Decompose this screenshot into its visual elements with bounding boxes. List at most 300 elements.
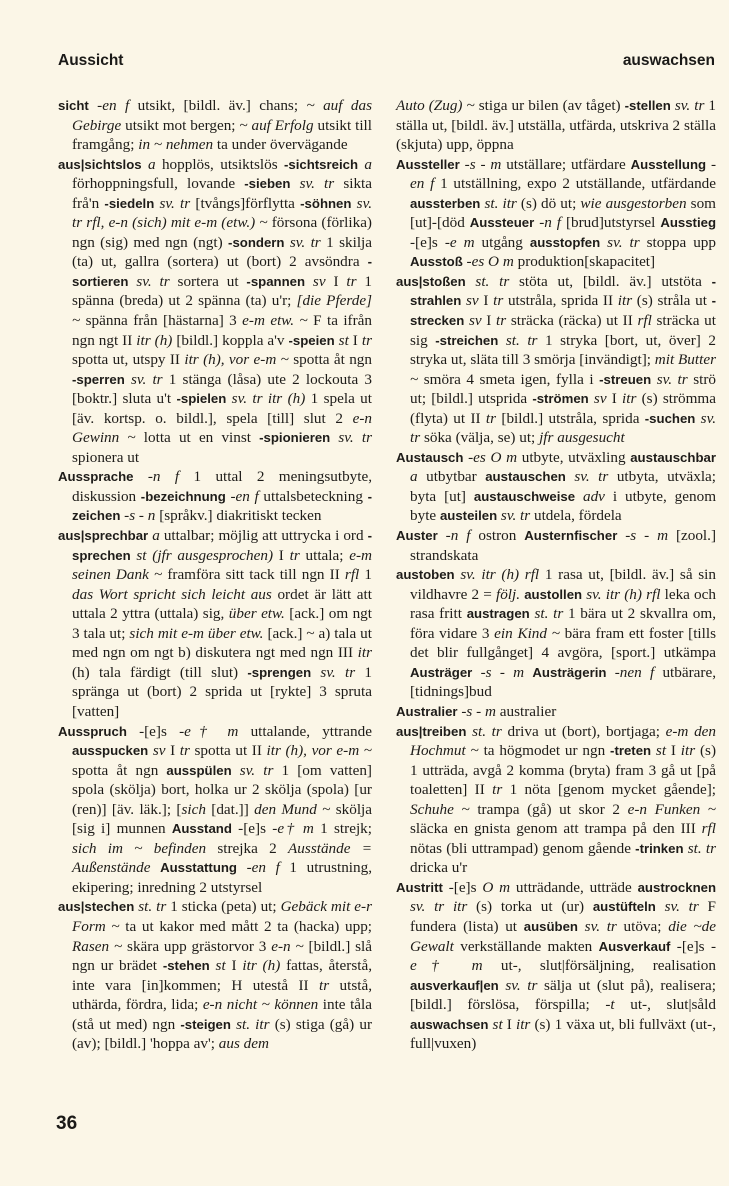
grammar-text: Schuhe ~: [410, 800, 470, 818]
grammar-text: -s - n: [120, 507, 156, 525]
definition-text: -[e]s: [442, 878, 483, 896]
grammar-text: das Wort spricht sich leicht aus: [72, 585, 272, 603]
grammar-text: e-m den Hochmut ~: [410, 722, 717, 760]
grammar-text: [die Pferde] ~: [72, 292, 373, 330]
headword: -strömen: [532, 391, 589, 407]
headword: austauschen: [485, 469, 566, 485]
grammar-text: sv. tr: [330, 429, 372, 447]
dictionary-entry: [396, 878, 716, 1054]
grammar-text: -n f: [133, 468, 180, 486]
headword: austüfteln: [592, 899, 656, 915]
definition-text: F ta ifrån ngn ngt II: [72, 312, 372, 349]
grammar-text: ein Kind ~: [494, 624, 560, 642]
definition-text: uttalbar; möjlig att uttrycka i ord: [159, 527, 368, 545]
headword: sicht: [58, 98, 89, 113]
grammar-text: sv. tr: [565, 468, 609, 486]
definition-text: uttala;: [299, 546, 350, 564]
definition-text: sälja ut (slut på), realisera; [bildl.] förslösa, förspilla;: [410, 976, 716, 1014]
grammar-text: sv. tr: [311, 663, 356, 681]
grammar-text: sv. tr: [124, 370, 163, 388]
definition-text: (s) 1 växa ut, bli fullväxt (ut-, full|vuxen): [410, 1015, 716, 1053]
headword: ausverkauf|en: [410, 977, 499, 993]
definition-text: [ack.] om ngt 3 tala ut;: [72, 605, 372, 642]
headword: Austräger: [410, 664, 473, 680]
grammar-text: sv: [305, 272, 326, 290]
dictionary-entry: [396, 702, 716, 722]
definition-text: utbärare, [tidnings]bud: [410, 663, 717, 701]
grammar-text: sv. itr (h) rfl: [582, 585, 661, 603]
definition-text: [dat.]]: [205, 800, 255, 818]
definition-text: 1 uttal 2 meningsutbyte, diskussion: [72, 468, 373, 505]
grammar-text: e-n Funken ~: [627, 800, 716, 818]
definition-text: sortera ut: [169, 272, 247, 290]
definition-text: uttalande, yttrande: [238, 722, 372, 740]
headword: ausüben: [523, 918, 578, 934]
definition-text: utträdande, utträde: [510, 878, 638, 896]
definition-text: utgång: [474, 233, 530, 251]
headword: aus|stoßen: [396, 273, 466, 289]
definition-text: -[e]s: [670, 937, 711, 955]
definition-text: 1 spela ut [äv. kortsp. o. bildl.], spela [till] slut 2: [72, 390, 372, 427]
grammar-text: rfl: [701, 820, 716, 838]
definition-text: i utbyte, genom byte: [410, 487, 717, 525]
headword: Austritt: [396, 879, 443, 895]
grammar-text: rfl: [344, 566, 360, 584]
definition-text: [ack.] ~ a) tala ut med ngn om ngt b) diskutera ngt med ngn III: [72, 624, 372, 662]
definition-text: hopplös, utsiktslös: [155, 155, 284, 173]
definition-text: stiga ur bilen (av tåget): [474, 97, 625, 114]
grammar-text: tr: [179, 742, 190, 760]
dictionary-entry: [58, 526, 372, 721]
headword: aus|stechen: [58, 899, 135, 915]
headword: Ausstieg: [660, 215, 717, 231]
definition-text: stoppa upp: [639, 233, 716, 251]
definition-text: 1 stryka [bort, ut, över] 2 stryka ut, släta till 3 smörja [invändigt];: [410, 331, 717, 369]
grammar-text: st: [651, 742, 667, 760]
headword: -streuen: [599, 371, 652, 387]
definition-text: 1 nöta [genom mycket gående];: [502, 781, 716, 799]
definition-text: utsikt till framgång;: [72, 116, 372, 154]
definition-text: I: [225, 957, 243, 975]
headword: -sperren: [72, 371, 125, 387]
grammar-text: tr: [361, 331, 372, 349]
definition-text: I: [606, 390, 623, 408]
column-right: [396, 96, 716, 1054]
dictionary-entry: [58, 96, 372, 155]
definition-text: [brud]utstyrsel: [561, 214, 661, 232]
definition-text: F fundera (lista) ut: [410, 898, 717, 935]
definition-text: förhoppningsfull, lovande: [72, 175, 245, 193]
definition-text: ordet är lätt att uttala 2 yttra (uttala) sig,: [72, 585, 372, 623]
headword: -streichen: [435, 332, 499, 348]
grammar-text: tr: [493, 292, 504, 310]
definition-text: 1 strejk;: [313, 820, 372, 838]
headword: Australier: [396, 703, 458, 719]
definition-text: (s) stiga (gå) ur (av); [bildl.] 'hoppa av';: [72, 1015, 373, 1053]
definition-text: 1 skilja (ta) ut, gallra (sortera) ut (bort) 2 avsöndra: [72, 233, 373, 271]
definition-text: sträcka (räcka) ut II: [506, 312, 638, 330]
headword: aus|treiben: [396, 723, 467, 739]
grammar-text: O m: [482, 878, 511, 896]
grammar-text: följ.: [495, 585, 521, 603]
definition-text: (s) 1 utträda, avgå 2 komma (bryta) fram 3 gå ut [på toaletten] II: [410, 742, 716, 799]
grammar-text: in ~ nehmen: [138, 136, 214, 154]
grammar-text: sich: [181, 800, 206, 818]
headword: -strahlen: [410, 273, 716, 309]
definition-text: bära fram ett foster [tills det blir fullgånget] 4 avgöra, [sport.] utkämpa: [410, 624, 716, 662]
headword: -spannen: [246, 273, 306, 289]
grammar-text: jfr ausgesucht: [539, 429, 625, 447]
grammar-text: -en f: [88, 97, 130, 114]
running-head-left: Aussicht: [58, 52, 124, 69]
definition-text: driva ut (bort), bortjaga;: [501, 722, 666, 740]
definition-text: 1: [359, 566, 372, 584]
grammar-text: sv. tr: [284, 233, 321, 251]
headword: Austrägerin: [532, 664, 607, 680]
headword: -treten: [610, 743, 652, 759]
grammar-text: tr: [289, 546, 300, 564]
definition-text: släcka en gnista genom att trampa på den III: [410, 820, 702, 838]
definition-text: spotta ut II: [189, 742, 267, 760]
headword: auswachsen: [410, 1016, 489, 1032]
grammar-text: itr (h): [242, 957, 281, 975]
headword: austragen: [466, 606, 530, 622]
headword: austauschweise: [473, 488, 576, 504]
grammar-text: a: [358, 155, 373, 173]
grammar-text: -es O m: [462, 253, 514, 271]
grammar-text: a: [410, 468, 418, 486]
headword: Ausstand: [171, 821, 232, 837]
definition-text: verkställande makten: [453, 937, 599, 955]
definition-text: 1 bära ut 2 skvallra om, föra vidare 3: [410, 605, 716, 642]
headword: Aussprache: [58, 469, 134, 485]
grammar-text: rfl: [637, 312, 652, 330]
dictionary-entry: [396, 448, 716, 526]
dictionary-entry: [396, 526, 716, 565]
grammar-text: st (jfr ausgesprochen): [130, 546, 274, 564]
headword: -strecken: [410, 293, 717, 329]
grammar-text: die ~de Gewalt: [410, 917, 717, 955]
definition-text: 1 utställning, expo 2 utställande, utfärdande: [434, 175, 716, 193]
definition-text: spionera ut: [72, 448, 140, 466]
grammar-text: sv. tr: [231, 761, 274, 779]
definition-text: söka (välja, se) ut;: [420, 429, 540, 447]
definition-text: strö ut; [bildl.] utsprida: [410, 370, 717, 408]
definition-text: 1 [om vatten] spola (skölja) bort, holka ur 2 skölja (spola) [ur (ren)] [äv. läk.]; [: [72, 761, 372, 818]
grammar-text: -e† m: [410, 937, 716, 975]
dictionary-entry: [396, 272, 716, 448]
grammar-text: mit Butter ~: [410, 351, 716, 388]
grammar-text: sv. tr: [154, 194, 191, 212]
grammar-text: -n f: [534, 214, 562, 232]
grammar-text: sv: [148, 742, 166, 760]
grammar-text: tr: [492, 781, 503, 799]
headword: austoben: [396, 567, 455, 583]
headword: -söhnen: [300, 195, 352, 211]
headword: Ausstattung: [160, 860, 237, 876]
headword: -sondern: [228, 234, 285, 250]
definition-text: (s) stråla ut: [632, 292, 712, 310]
definition-text: I: [348, 331, 362, 349]
definition-text: utsikt, [bildl. äv.] chans;: [129, 97, 307, 114]
definition-text: ta under övervägande: [213, 136, 348, 154]
grammar-text: -s - m: [472, 663, 525, 681]
definition-text: (h) tala färdigt (till slut): [72, 663, 248, 681]
grammar-text: itr: [622, 390, 637, 408]
headword: ausstopfen: [529, 234, 601, 250]
grammar-text: sv. tr: [651, 370, 688, 388]
headword: Ausspruch: [58, 723, 127, 739]
headword: -sieben: [244, 176, 291, 192]
headword: ausspülen: [166, 762, 232, 778]
grammar-text: itr (h): [136, 331, 173, 349]
grammar-text: a: [148, 527, 160, 545]
grammar-text: -s - m: [457, 702, 496, 720]
grammar-text: sv. tr: [497, 507, 531, 525]
definition-text: 1 ställa ut, [bildl. äv.] utställa, utfärda, utskriva 2 ställa (skjuta) upp, öppna: [396, 97, 717, 154]
headword: -steigen: [180, 1016, 231, 1032]
definition-text: utöva;: [616, 917, 669, 935]
column-left: [58, 96, 372, 1054]
definition-text: utdela, fördela: [530, 507, 622, 525]
grammar-text: sv. tr: [655, 898, 699, 916]
headword: -spionieren: [259, 430, 331, 446]
grammar-text: sv: [588, 390, 607, 408]
grammar-text: sv. tr itr (h): [226, 390, 306, 408]
grammar-text: itr: [515, 1015, 531, 1033]
definition-text: spotta åt ngn: [72, 761, 167, 779]
definition-text: ta högmodet ur ngn: [478, 742, 611, 760]
definition-text: sikta frå'n: [72, 175, 372, 212]
grammar-text: sv: [464, 312, 482, 330]
headword: Aussteller: [396, 156, 460, 172]
grammar-text: ~ auf das Gebirge: [72, 97, 372, 134]
grammar-text: e-n nicht ~ können: [202, 996, 319, 1014]
headword: -siedeln: [104, 195, 155, 211]
definition-text: I: [273, 546, 290, 564]
definition-text: [språkv.] diakritiskt tecken: [155, 507, 322, 525]
definition-text: -[e]s: [126, 722, 180, 740]
headword: austrocknen: [637, 879, 717, 895]
definition-text: (s) dö ut;: [516, 194, 581, 212]
grammar-text: Auto (Zug) ~: [396, 97, 475, 114]
headword: Auster: [396, 528, 438, 544]
grammar-text: sich mit e-m über etw.: [129, 624, 264, 642]
grammar-text: st: [209, 957, 226, 975]
grammar-text: -es O m: [463, 448, 518, 466]
definition-text: utstå, uthärda, fördra, lida;: [72, 976, 373, 1014]
headword: Austernfischer: [524, 528, 618, 544]
grammar-text: st. tr: [683, 839, 717, 857]
definition-text: 1 stänga (låsa) ute 2 lockouta 3 [boktr.] sluta u't: [72, 370, 372, 408]
grammar-text: -t: [605, 996, 615, 1014]
headword: Austausch: [396, 449, 464, 465]
grammar-text: sv. tr: [290, 175, 335, 193]
grammar-text: tr: [496, 312, 507, 330]
definition-text: ostron: [470, 527, 525, 545]
grammar-text: st. tr: [498, 331, 538, 349]
headword: -sprengen: [247, 664, 312, 680]
grammar-text: sv. tr itr: [410, 898, 468, 916]
definition-text: australier: [495, 702, 557, 720]
grammar-text: tr: [346, 272, 357, 290]
grammar-text: Ausstände = Außenstände: [72, 839, 373, 877]
definition-text: 1 spränga ut (bort) 2 sprida ut [rykte] 3 spruta [vatten]: [72, 663, 373, 720]
definition-text: inte tåla (stå ut med) ngn: [72, 996, 372, 1033]
definition-text: -[e]s: [231, 820, 273, 838]
definition-text: I: [165, 742, 180, 760]
headword: austeilen: [439, 508, 498, 524]
definition-text: spotta åt ngn: [288, 351, 372, 369]
grammar-text: aus dem: [218, 1035, 269, 1053]
definition-text: smöra 4 smeta igen, fylla i: [418, 370, 600, 388]
grammar-text: sv. tr: [410, 409, 717, 447]
headword: -sichtsreich: [284, 156, 359, 172]
definition-text: trampa (gå) ut skor 2: [469, 800, 628, 818]
definition-text: försona (förlika) ngn (sig) med ngn (ngt): [72, 214, 372, 251]
dictionary-entry: [396, 96, 716, 155]
definition-text: utbyte, utväxling: [517, 448, 631, 466]
grammar-text: itr: [357, 644, 372, 662]
definition-text: ta ut kakor med mått 2 ta (hacka) upp;: [119, 917, 373, 935]
definition-text: utställare; utfärdare: [501, 155, 631, 173]
headword: -stehen: [162, 958, 210, 974]
grammar-text: e-m etw. ~: [242, 312, 308, 330]
dictionary-entry: [58, 155, 372, 468]
definition-text: I: [666, 742, 681, 760]
definition-text: leka och rasa fritt: [410, 585, 716, 623]
definition-text: [zool.] strandskata: [410, 527, 717, 564]
definition-text: utsikt mot bergen;: [121, 116, 240, 134]
grammar-text: sich im ~ befinden: [72, 839, 207, 857]
headword: Aussteuer: [469, 215, 535, 231]
grammar-text: sv. itr (h) rfl: [454, 566, 540, 584]
grammar-text: itr: [617, 292, 633, 310]
definition-text: som [ut]-[död: [410, 194, 716, 232]
grammar-text: st. itr: [480, 194, 517, 212]
definition-text: 1 sticka (peta) ut;: [166, 898, 281, 916]
grammar-text: ~ auf Erfolg: [239, 116, 314, 134]
dictionary-entry: [58, 897, 372, 1053]
grammar-text: e-n ~: [271, 937, 304, 955]
grammar-text: den Mund ~: [254, 800, 331, 818]
headword: Ausverkauf: [598, 938, 671, 954]
page-number: 36: [56, 1113, 78, 1134]
headword: -sortieren: [72, 254, 372, 289]
definition-text: stöta ut, [bildl. äv.] utstöta: [509, 272, 712, 290]
definition-text: I: [325, 272, 347, 290]
grammar-text: st. tr: [466, 722, 502, 740]
grammar-text: wie ausgestorben: [580, 194, 687, 212]
grammar-text: -nen f: [606, 663, 655, 681]
definition-text: 1 rasa ut, [bildl. äv.] så sin vildhavre 2 =: [410, 566, 716, 603]
headword: -zeichen: [72, 488, 372, 524]
headword: ausspucken: [72, 743, 149, 759]
headword: Ausstoß: [410, 254, 463, 270]
grammar-text: sv: [461, 292, 479, 310]
grammar-text: st. itr: [230, 1015, 270, 1033]
definition-text: skära upp grästorvor 3: [122, 937, 272, 955]
headword: -suchen: [644, 410, 696, 426]
grammar-text: -en f: [225, 487, 259, 505]
definition-text: uttalsbeteckning: [258, 487, 368, 505]
definition-text: sträcka ut sig: [410, 312, 716, 349]
headword: -trinken: [635, 840, 684, 856]
headword: -spielen: [176, 391, 227, 407]
grammar-text: -e† m: [179, 722, 239, 740]
grammar-text: st. tr: [529, 605, 564, 623]
grammar-text: a: [141, 155, 156, 173]
definition-text: utbytbar: [417, 468, 486, 486]
definition-text: I: [502, 1015, 516, 1033]
definition-text: I: [478, 292, 494, 310]
grammar-text: tr: [319, 976, 330, 994]
headword: -sprechen: [72, 528, 373, 563]
definition-text: [bildl.] utstråla, sprida: [496, 409, 645, 427]
definition-text: spotta ut, utspy II: [72, 351, 185, 369]
grammar-text: Gebäck mit e-r Form ~: [72, 898, 373, 935]
headword: aussterben: [410, 195, 481, 211]
dictionary-entry: [396, 155, 716, 272]
running-head-right: auswachsen: [622, 52, 715, 69]
definition-text: 1 spänna (breda) ut 2 spänna (ta) u'r;: [72, 272, 373, 310]
definition-text: spänna från [hästarna] 3: [80, 312, 243, 330]
definition-text: -[e]s: [410, 233, 445, 251]
definition-text: lotta ut en vinst: [135, 429, 260, 447]
definition-text: nötas (bli uttrampad) genom gående: [410, 839, 636, 857]
grammar-text: sv. tr: [600, 233, 640, 251]
definition-text: utbyta, utväxla; byta [ut]: [410, 468, 716, 505]
headword: aus|sprechbar: [58, 528, 149, 544]
dictionary-entry: [396, 722, 716, 878]
dictionary-entry: [58, 467, 372, 526]
definition-text: ut-, slut|såld: [614, 996, 716, 1014]
grammar-text: itr (h), vor e-m ~: [266, 742, 372, 760]
definition-text: I: [481, 312, 497, 330]
grammar-text: -en f: [237, 859, 280, 877]
grammar-text: st. tr: [465, 272, 510, 290]
definition-text: [tvångs]förflytta: [190, 194, 301, 212]
grammar-text: st. tr: [134, 898, 167, 916]
grammar-text: st: [334, 331, 349, 349]
grammar-text: -en f: [410, 155, 717, 193]
grammar-text: e-n Gewinn ~: [72, 409, 372, 447]
grammar-text: itr: [680, 742, 696, 760]
grammar-text: adv: [575, 487, 605, 505]
definition-text: ut-, slut|försäljning, realisation: [482, 957, 716, 975]
headword: -stellen: [624, 98, 671, 113]
headword: -speien: [288, 332, 335, 348]
definition-text: [bildl.] koppla a'v: [172, 331, 289, 349]
headword: austollen: [524, 586, 583, 602]
definition-text: 1 utrustning, ekipering; inredning 2 utstyrsel: [72, 859, 372, 896]
definition-text: skölja [sig i] munnen: [72, 800, 373, 838]
grammar-text: sv. tr rfl, e-n (sich) mit e-m (etw.) ~: [72, 194, 372, 232]
grammar-text: Rasen ~: [72, 937, 123, 955]
grammar-text: über etw.: [228, 605, 285, 623]
definition-text: utstråla, sprida II: [503, 292, 618, 310]
grammar-text: -e† m: [272, 820, 314, 838]
grammar-text: sv. tr: [128, 272, 170, 290]
definition-text: produktion[skapacitet]: [513, 253, 656, 271]
grammar-text: sv. tr: [577, 917, 617, 935]
definition-text: fattas, återstå, inte vara [in]kommen; H utestå II: [72, 957, 372, 994]
definition-text: (s) strömma (flyta) ut II: [410, 390, 716, 427]
definition-text: framföra sitt tack till ngn II: [162, 566, 345, 584]
definition-text: (s) torka ut (ur): [467, 898, 593, 916]
headword: Ausstellung: [630, 156, 707, 172]
definition-text: [150, 859, 160, 876]
